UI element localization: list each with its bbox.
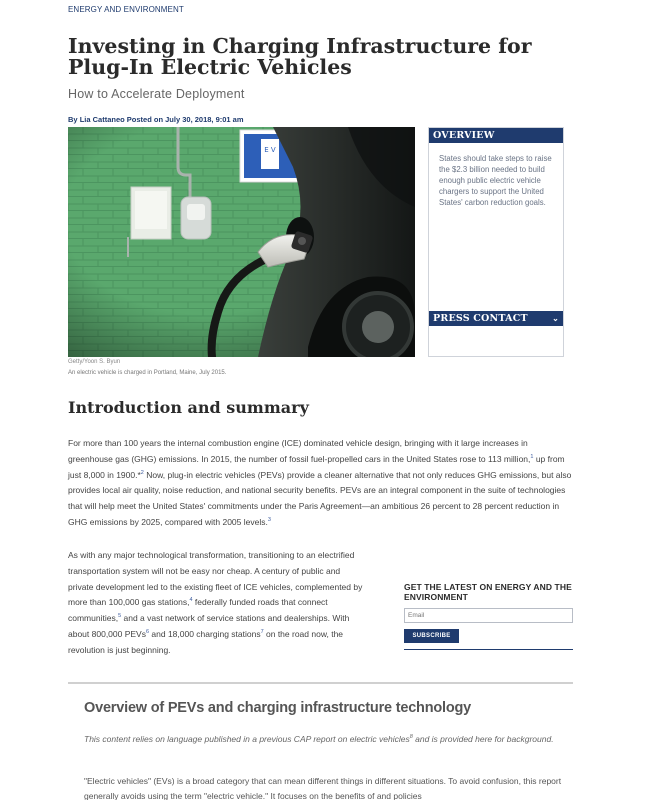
byline: [68, 115, 244, 124]
overview-box-note: [84, 732, 554, 746]
p2-text-4: and 18,000 charging stations: [149, 628, 261, 639]
category-label[interactable]: ENERGY AND ENVIRONMENT: [68, 5, 184, 14]
paragraph-transition: [68, 548, 363, 659]
photo-caption: An electric vehicle is charged in Portland, Maine, July 2015.: [68, 370, 227, 376]
ev-sign-text: E V: [264, 146, 276, 154]
p2-text-2: federally funded roads that connect communities,: [68, 597, 328, 624]
footnote-link-6[interactable]: 6: [145, 629, 150, 636]
p1-text-1: For more than 100 years the internal combustion engine (ICE) dominated vehicle design, bringing with it large increases in greenhouse gas (GHG) emissions. In 2015, the number of fossil fuel-propelled cars in the United States rose to 113 million,: [68, 438, 531, 464]
footnote-link-7[interactable]: 7: [260, 629, 264, 636]
note-text-1: This content relies on language published in a previous CAP report on electric vehicles: [84, 734, 410, 744]
author-link[interactable]: Lia Cattaneo: [79, 115, 125, 124]
footnote-link-3[interactable]: 3: [267, 517, 271, 524]
section-heading: Introduction and summary: [68, 398, 309, 417]
post-date: Posted on July 30, 2018, 9:01 am: [126, 115, 244, 124]
footnote-link-4[interactable]: 4: [189, 597, 193, 604]
byline-prefix: By: [68, 115, 78, 124]
footnote-link-8[interactable]: 8: [409, 734, 413, 741]
hero-image: [68, 127, 415, 357]
page-title: Investing in Charging Infrastructure for Plug-In Electric Vehicles: [68, 34, 532, 79]
p2-text-3: and a vast network of service stations and dealerships. With about 800,000 PEVs: [68, 613, 350, 639]
overview-box: [68, 682, 573, 800]
p2-text-1: As with any major technological transformation, transitioning to an electrified transportation system will not be easy nor cheap. A century of public and private development led to the existing fleet of ICE vehicles, complemented by more than 100,000 gas stations,: [68, 550, 363, 608]
page-subtitle: How to Accelerate Deployment: [68, 87, 245, 101]
sidebar-box: [428, 127, 564, 357]
overview-box-text: "Electric vehicles" (EVs) is a broad category that can mean different things in different situations. To avoid confusion, this report generally avoids using the term "electric vehicle." It focuses on the benefits of and policies: [84, 776, 562, 800]
email-input[interactable]: [404, 608, 573, 623]
note-text-2: and is provided here for background.: [412, 734, 554, 744]
subscribe-button[interactable]: SUBSCRIBE: [404, 629, 459, 643]
p1-text-2: up from just 8,000 in 1900.*: [68, 453, 565, 480]
overview-heading: OVERVIEW: [429, 128, 563, 143]
press-contact-toggle[interactable]: [429, 311, 563, 326]
press-contact-label: PRESS CONTACT: [433, 313, 528, 324]
chevron-down-icon[interactable]: ⌄: [552, 313, 559, 323]
overview-box-title: Overview of PEVs and charging infrastructure technology: [84, 700, 472, 716]
paragraph-intro: [68, 436, 573, 531]
footnote-link-2[interactable]: 2: [140, 469, 144, 476]
footnote-link-5[interactable]: 5: [118, 613, 122, 620]
overview-text: States should take steps to raise the $2.3 billion needed to build enough public electric vehicle chargers to support the United States' carbon reduction goals.: [439, 154, 552, 207]
p2-text-5: on the road now, the revolution is just beginning.: [68, 628, 344, 655]
photo-credit: Getty/Yoon S. Byun: [68, 359, 121, 365]
signup-heading: GET THE LATEST ON ENERGY AND THE ENVIRONMENT: [404, 582, 572, 602]
hero-photo-illustration: [68, 127, 415, 357]
p1-text-3: Now, plug-in electric vehicles (PEVs) provide a cleaner alternative that not only reduces GHG emissions, but also provides local air quality, noise reduction, and national security benefits. PEVs are an integral component in the suite of technologies that will help meet the United States' commitments under the Paris Agreement—an ambitious 26 percent to 28 percent reduction in GHG emissions by 2025, compared with 2005 levels.: [68, 469, 572, 527]
newsletter-signup: [404, 582, 573, 650]
footnote-link-1[interactable]: 1: [530, 453, 534, 460]
